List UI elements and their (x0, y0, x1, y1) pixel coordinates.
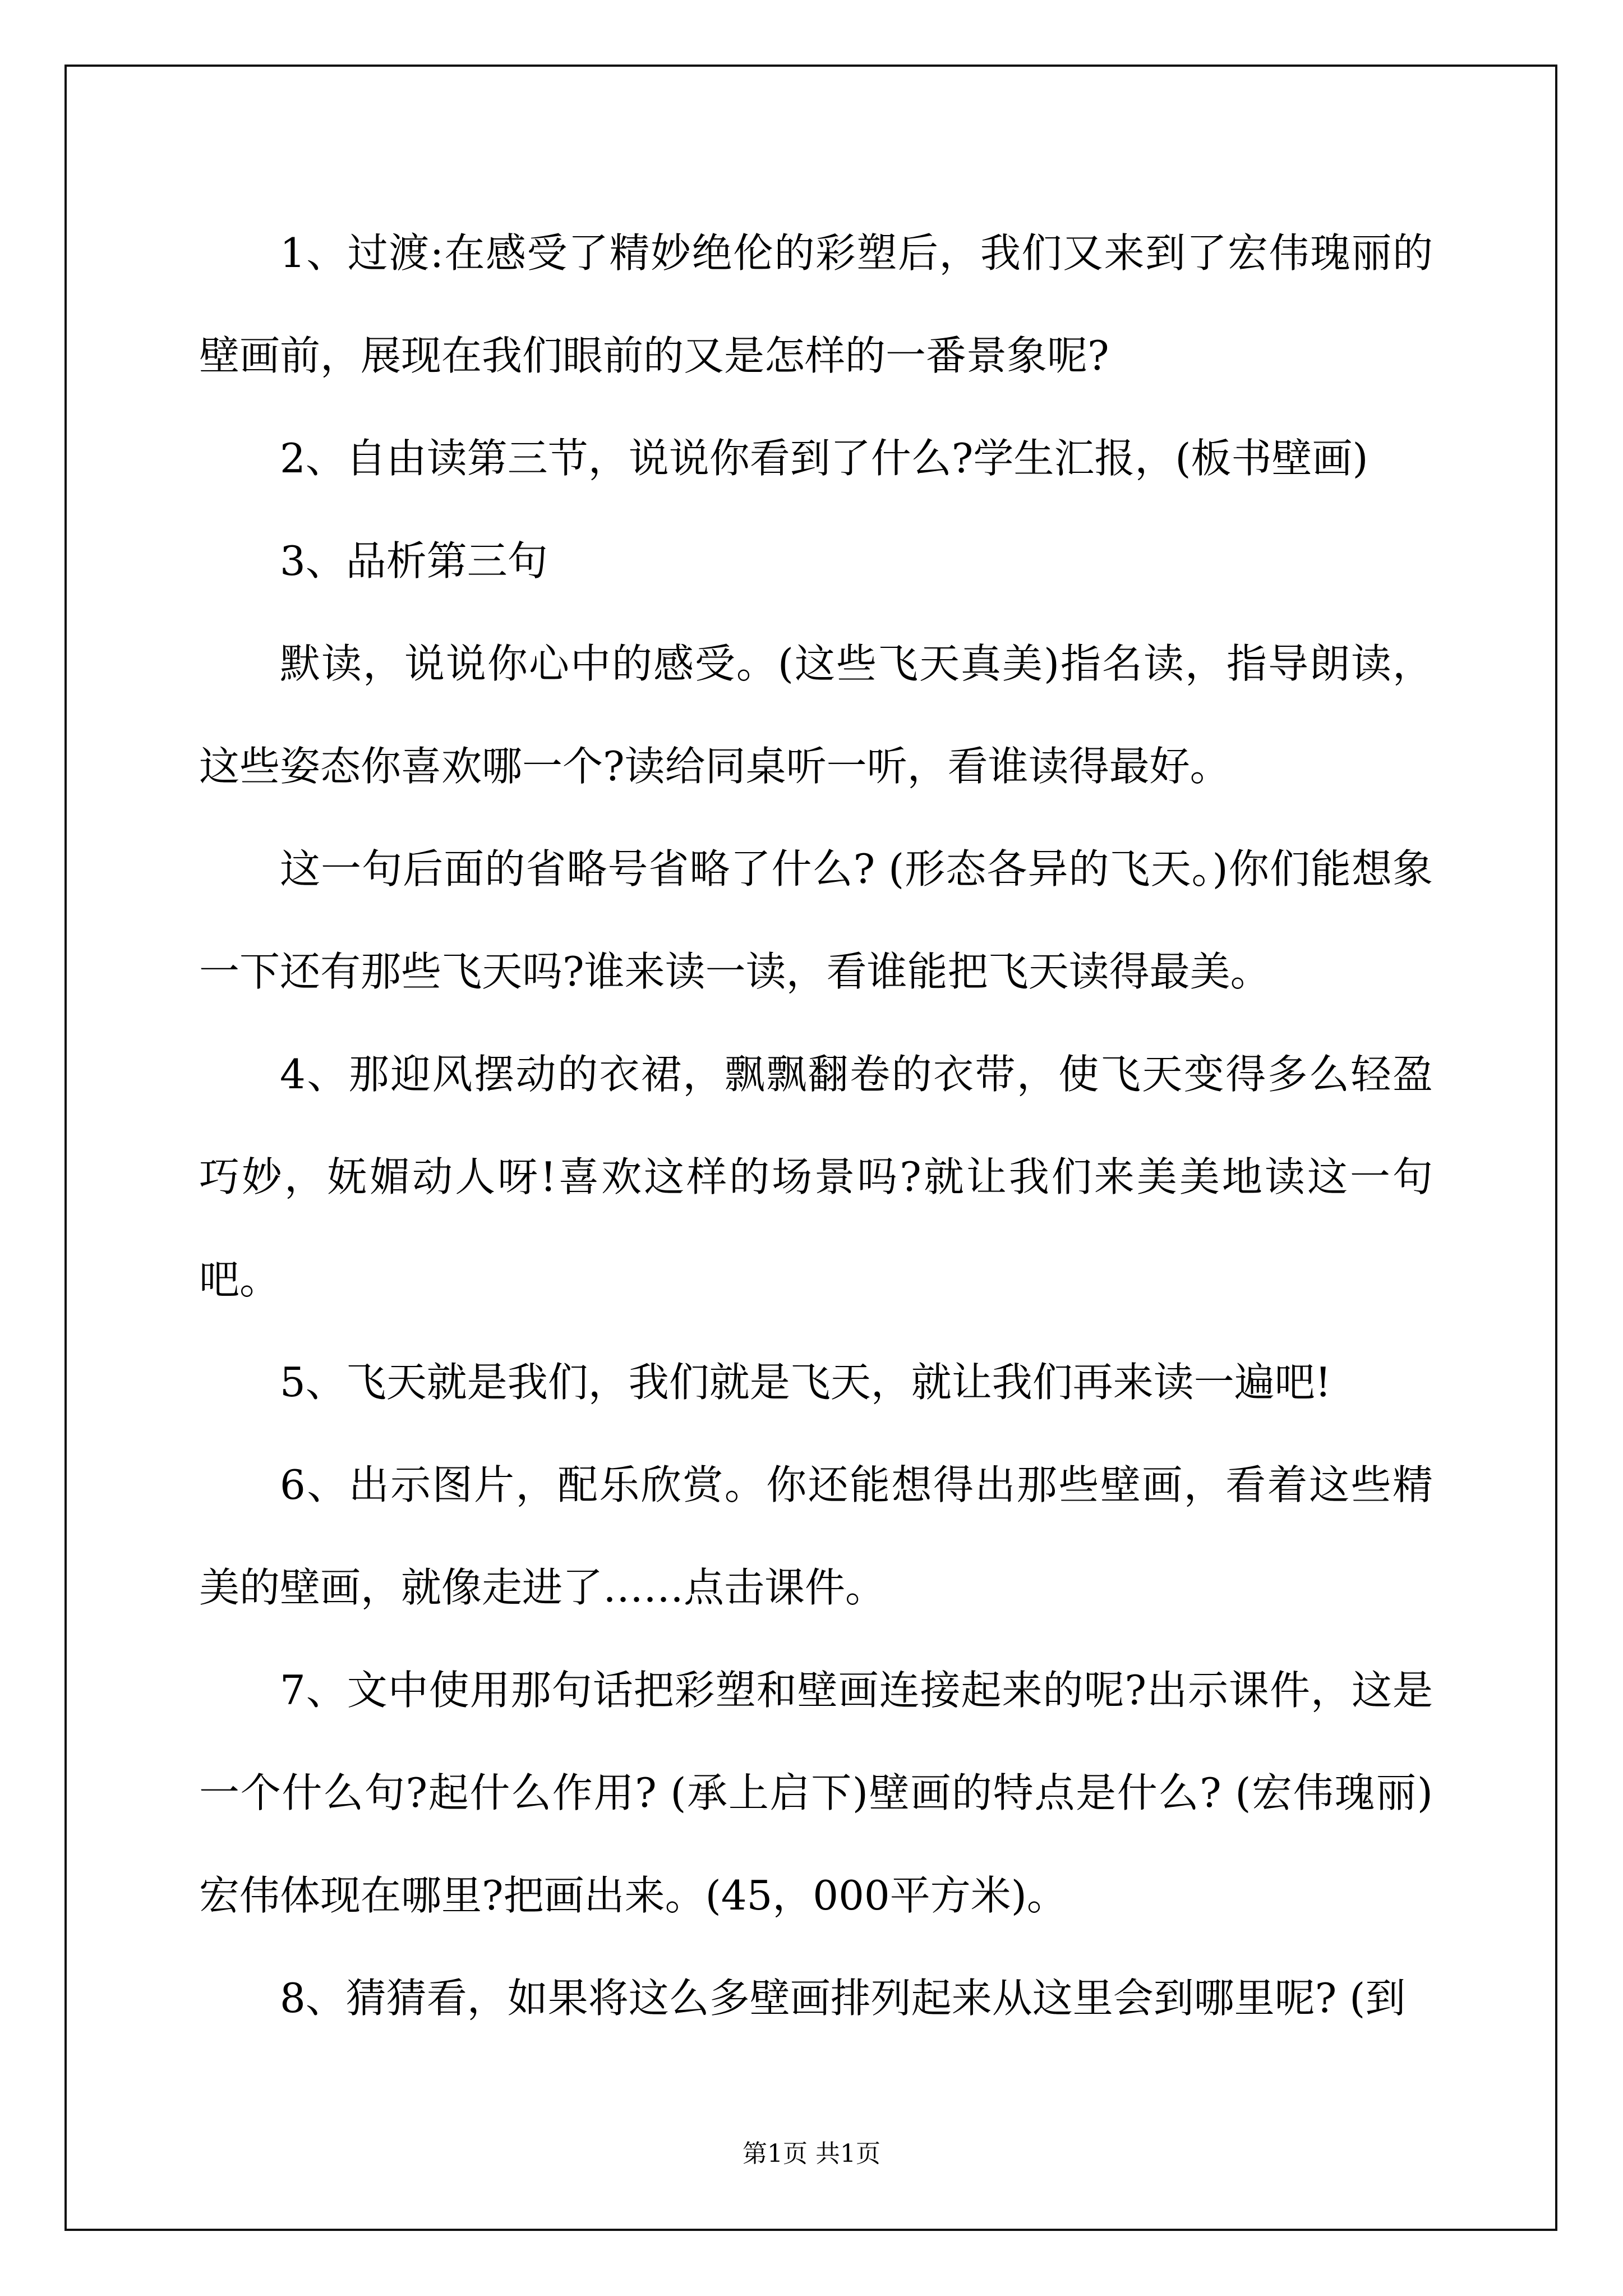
paragraph-7: 5、飞天就是我们，我们就是飞天，就让我们再来读一遍吧! (280, 1359, 1331, 1406)
paragraph-8: 6、出示图片，配乐欣赏。你还能想得出那些壁画，看着这些精美的壁画，就像走进了……点击课件。 (199, 1461, 1433, 1611)
paragraph-9: 7、文中使用那句话把彩塑和壁画连接起来的呢?出示课件，这是一个什么句?起什么作用? (承上启下)壁画的特点是什么? (宏伟瑰丽)宏伟体现在哪里?把画出来。(45，000平方米)。 (199, 1667, 1433, 1919)
paragraph-10: 8、猜猜看，如果将这么多壁画排列起来从这里会到哪里呢? (到 (280, 1975, 1406, 2022)
document-body (199, 202, 1433, 2050)
paragraph-6: 4、那迎风摆动的衣裙，飘飘翻卷的衣带，使飞天变得多么轻盈巧妙，妩媚动人呀!喜欢这样的场景吗?就让我们来美美地读这一句吧。 (199, 1051, 1433, 1303)
page-footer: 第1页 共1页 (743, 2139, 880, 2168)
paragraph-4: 默读，说说你心中的感受。(这些飞天真美)指名读，指导朗读，这些姿态你喜欢哪一个?读给同桌听一听，看谁读得最好。 (199, 640, 1433, 790)
paragraph-2: 2、自由读第三节，说说你看到了什么?学生汇报，(板书壁画) (280, 435, 1368, 482)
paragraph-3: 3、品析第三句 (280, 537, 548, 585)
paragraph-1: 1、过渡:在感受了精妙绝伦的彩塑后，我们又来到了宏伟瑰丽的壁画前，展现在我们眼前的又是怎样的一番景象呢? (199, 229, 1433, 379)
paragraph-5: 这一句后面的省略号省略了什么? (形态各异的飞天。)你们能想象一下还有那些飞天吗?谁来读一读，看谁能把飞天读得最美。 (199, 845, 1433, 995)
